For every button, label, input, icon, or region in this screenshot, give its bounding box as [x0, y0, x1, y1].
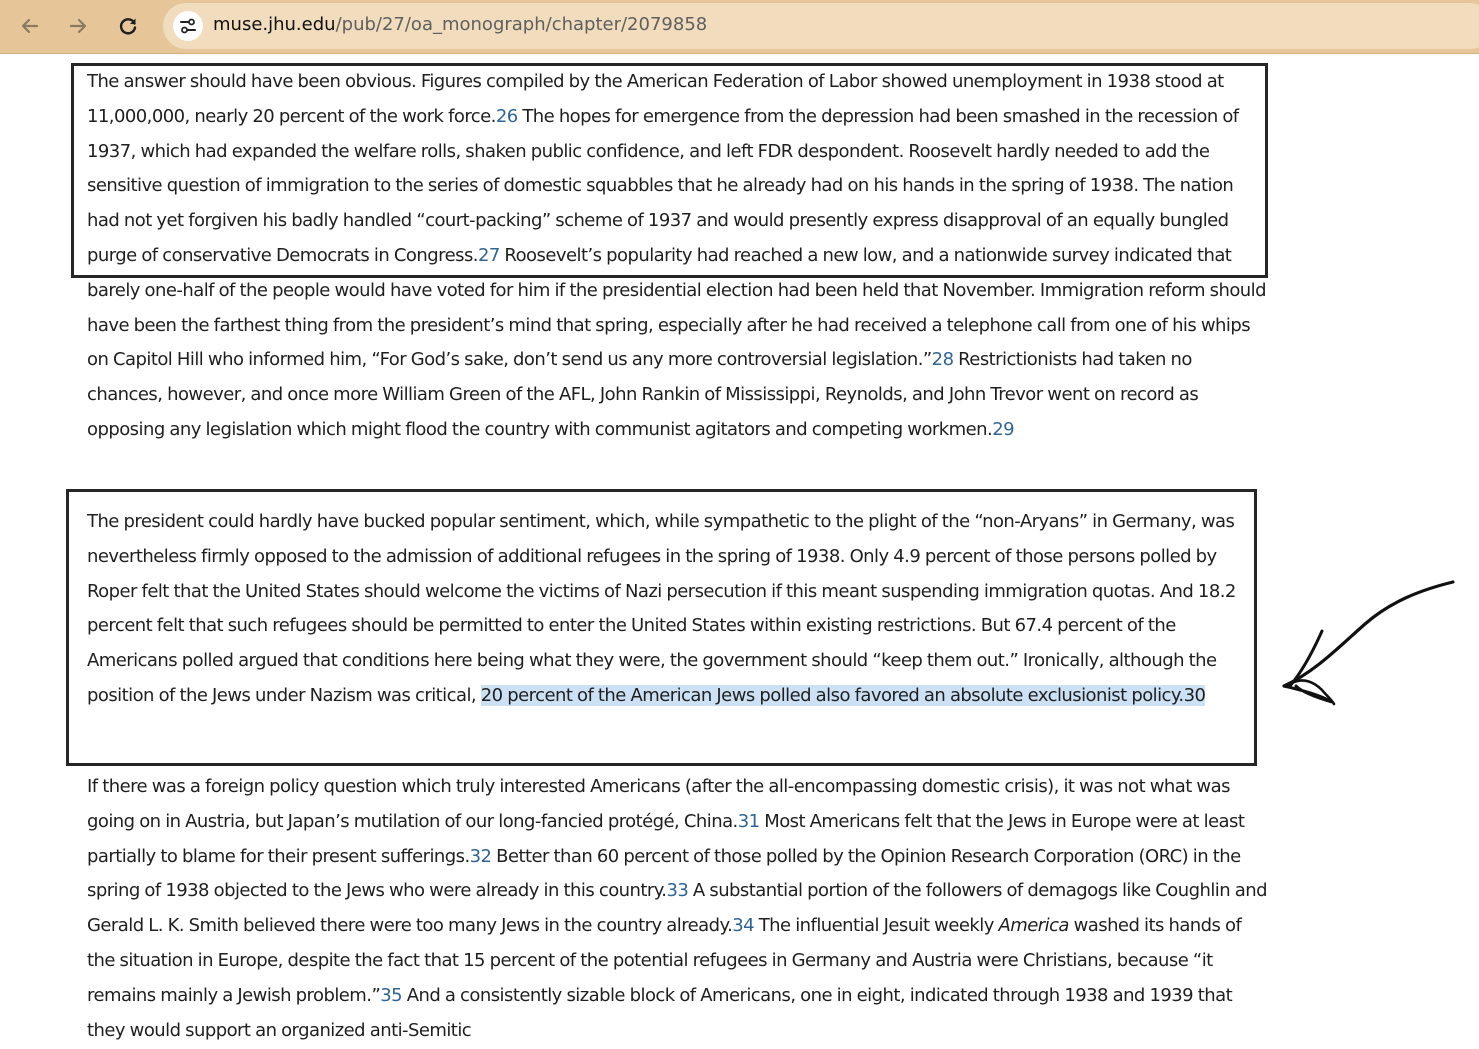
article-content [0, 54, 1479, 1049]
text-span: washed its hands of the situation in Europe, despite the fact that 15 percent of the potential refugees in Germany and Austria were Christians, because “it remains mainly a Jewish problem.” [87, 915, 1242, 1006]
reload-icon [117, 15, 139, 37]
paragraph-3 [87, 770, 1267, 1048]
hand-drawn-arrow-icon [1270, 574, 1470, 774]
address-bar[interactable] [163, 3, 1479, 49]
site-info-button[interactable] [173, 11, 203, 41]
highlighted-text[interactable]: 20 percent of the American Jews polled also favored an absolute exclusionist policy.30 [480, 684, 1206, 706]
arrow-left-icon [19, 15, 41, 37]
text-span: And a consistently sizable block of Americans, one in eight, indicated through 1938 and 1939 that they would support an organized anti-Semitic [87, 984, 1233, 1041]
text-span: Roosevelt’s popularity had reached a new low, and a nationwide survey indicated that barely one-half of the people would have voted for him if the presidential election had been held that November. Immigration reform should have been the farthest thing from the president’s mind that spring, especially after he had received a telephone call from one of his whips on Capitol Hill who informed him, “For God’s sake, don’t send us any more controversial legislation.” [87, 244, 1266, 371]
footnote-link-33[interactable]: 33 [666, 880, 689, 902]
italic-title: America [998, 915, 1069, 937]
text-span: If there was a foreign policy question which truly interested Americans (after the all-encompassing domestic crisis), it was not what was going on in Austria, but Japan’s mutilation of our long-fancied protégé, China. [87, 776, 1230, 832]
footnote-link-27[interactable]: 27 [477, 244, 500, 266]
text-span: Better than 60 percent of those polled by the Opinion Research Corporation (ORC) in the spring of 1938 objected to the Jews who were already in this country. [87, 845, 1241, 902]
reload-button[interactable] [110, 8, 146, 44]
footnote-link-26[interactable]: 26 [495, 105, 518, 127]
tune-icon [179, 17, 197, 35]
text-span: The influential Jesuit weekly [754, 915, 999, 937]
footnote-link-28[interactable]: 28 [931, 349, 954, 371]
text-span: The answer should have been obvious. Figures compiled by the American Federation of Labor showed unemployment in 1938 stood at 11,000,000, nearly 20 percent of the work force. [87, 71, 1224, 127]
footnote-link-29[interactable]: 29 [992, 418, 1015, 440]
text-span: Most Americans felt that the Jews in Europe were at least partially to blame for their present sufferings. [87, 810, 1245, 867]
forward-button[interactable] [60, 8, 96, 44]
footnote-link-32[interactable]: 32 [469, 845, 492, 867]
url-path: /pub/27/oa_monograph/chapter/2079858 [335, 14, 708, 35]
text-span: The hopes for emergence from the depression had been smashed in the recession of 1937, which had expanded the welfare rolls, shaken public confidence, and left FDR despondent. Roosevelt hardly needed to add the sensitive question of immigration to the series of domestic squabbles that he already had on his hands in the spring of 1938. The nation had not yet forgiven his badly handled “court-packing” scheme of 1937 and would presently express disapproval of an equally bungled purge of conservative Democrats in Congress. [87, 105, 1239, 266]
footnote-link-35[interactable]: 35 [380, 984, 403, 1006]
url-text[interactable] [213, 14, 707, 35]
annotation-box-2 [66, 489, 1257, 766]
back-button[interactable] [12, 8, 48, 44]
text-span: The president could hardly have bucked popular sentiment, which, while sympathetic to the plight of the “non-Aryans” in Germany, was nevertheless firmly opposed to the admission of additional refugees in the spring of 1938. Only 4.9 percent of those persons polled by Roper felt that the United States should welcome the victims of Nazi persecution if this meant suspending immigration quotas. And 18.2 percent felt that such refugees should be permitted to enter the United States within existing restrictions. But 67.4 percent of the Americans polled argued that conditions here being what they were, the government should “keep them out.” Ironically, although the position of the Jews under Nazism was critical, [87, 511, 1236, 706]
text-span: Restrictionists had taken no chances, however, and once more William Green of the AFL, John Rankin of Mississippi, Reynolds, and John Trevor went on record as opposing any legislation which might flood the country with communist agitators and competing workmen. [87, 349, 1199, 440]
text-span: A substantial portion of the followers of demagogs like Coughlin and Gerald L. K. Smith believed there were too many Jews in the country already. [87, 880, 1268, 937]
annotation-box-1 [71, 63, 1268, 278]
arrow-right-icon [67, 15, 89, 37]
url-domain: muse.jhu.edu [213, 14, 336, 35]
footnote-link-31[interactable]: 31 [737, 810, 760, 832]
browser-toolbar [0, 0, 1479, 54]
footnote-link-34[interactable]: 34 [732, 915, 755, 937]
